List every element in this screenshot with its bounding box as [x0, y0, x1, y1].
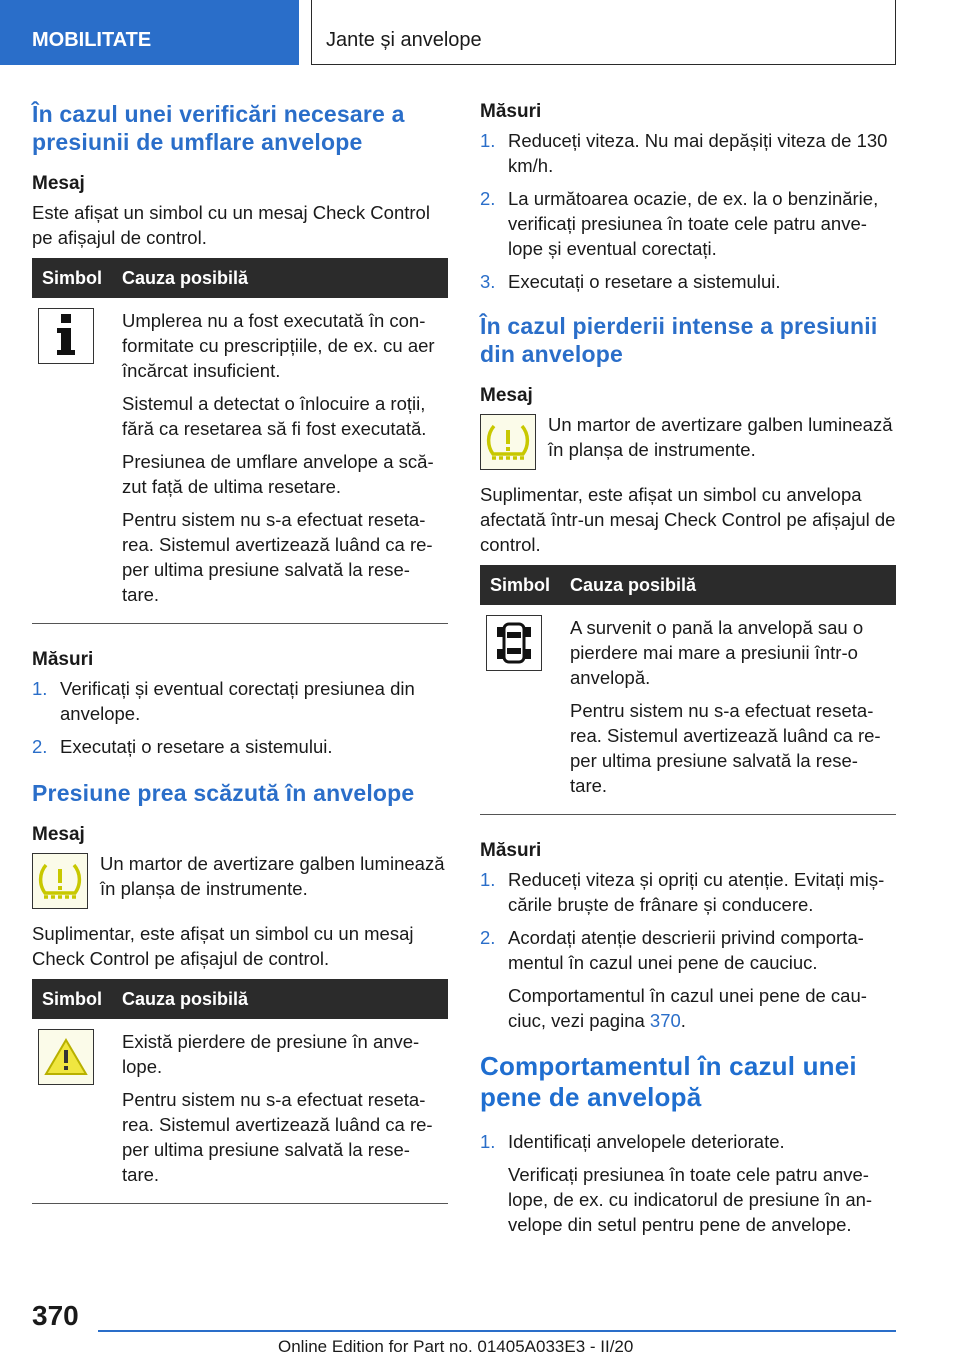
tire-pressure-warning-icon: [32, 853, 88, 909]
car-tire-icon: [486, 615, 542, 671]
warning-triangle-icon: [38, 1029, 94, 1085]
table-header-cause: Cauza posibilă: [560, 565, 896, 605]
footer-divider: [98, 1330, 896, 1332]
heading-flat-tire-behavior: Comportamentul în cazul unei pene de anvelopă: [480, 1051, 857, 1112]
list-item: 3. Executați o resetare a sistemului.: [480, 271, 781, 292]
message-text: Un martor de avertizare galben luminează în planșa de instrumente.: [548, 414, 893, 460]
symbol-table-info: [32, 258, 448, 624]
heading-low-pressure: Presiune prea scăzută în anvelope: [32, 780, 415, 806]
message-text: Un martor de avertizare galben luminează în planșa de instrumente.: [100, 853, 445, 899]
list-item: 1. Reduceți viteza și opriți cu atenție. Evitați miș-cările bruște de frânare și conducere.: [480, 869, 885, 915]
cause-text: Sistemul a detectat o înlocuire a roții, fără ca resetarea să fi fost executată.: [122, 393, 427, 439]
right-column: [480, 100, 896, 1245]
measures-label: Măsuri: [480, 840, 542, 861]
measures-label: Măsuri: [32, 649, 94, 670]
list-item: 1. Reduceți viteza. Nu mai depășiți viteza de 130 km/h.: [480, 130, 888, 176]
page-link[interactable]: 370: [649, 1010, 681, 1031]
measures-list: [480, 128, 896, 294]
cause-text: Pentru sistem nu s-a efectuat reseta-rea. Sistemul avertizează luând ca re-per ultima presiune salvată la rese-tare.: [570, 700, 881, 796]
tire-pressure-warning-icon: [480, 414, 536, 470]
heading-check-pressure: În cazul unei verificări necesare a presiunii de umflare anvelope: [32, 101, 405, 155]
cause-text: Presiunea de umflare anvelope a scă-zut față de ultima resetare.: [122, 451, 434, 497]
list-item: 2. Acordați atenție descrierii privind comporta-mentul în cazul unei pene de cauciuc.: [480, 927, 864, 973]
cause-text: Pentru sistem nu s-a efectuat reseta-rea. Sistemul avertizează luând ca re-per ultima presiune salvată la rese-tare.: [122, 509, 433, 605]
see-page-paragraph: Comportamentul în cazul unei pene de cau-ciuc, vezi pagina 370.: [508, 985, 867, 1031]
measures-label: Măsuri: [480, 101, 542, 122]
table-header-cause: Cauza posibilă: [112, 258, 448, 298]
info-icon: [38, 308, 94, 364]
message-label: Mesaj: [32, 824, 85, 845]
symbol-table-car: [480, 565, 896, 815]
list-item: 2. La următoarea ocazie, de ex. la o benzinărie, verificați presiunea în toate cele patru anve-lope și eventual corectați.: [480, 188, 879, 259]
symbol-table-warning: [32, 979, 448, 1204]
behavior-list: [480, 1129, 896, 1154]
extra-text: Suplimentar, este afișat un simbol cu un mesaj Check Control pe afișajul de control.: [32, 923, 414, 969]
cause-text: Umplerea nu a fost executată în con-formitate cu prescripțiile, de ex. cu aer încărcat insuficient.: [122, 310, 435, 381]
cause-text: A survenit o pană la anvelopă sau o pierdere mai mare a presiunii într-o anvelopă.: [570, 617, 864, 688]
section-tab: MOBILITATE: [0, 0, 299, 65]
table-header-symbol: Simbol: [480, 565, 560, 605]
message-text: Este afișat un simbol cu un mesaj Check Control pe afișajul de control.: [32, 202, 430, 248]
extra-text: Suplimentar, este afișat un simbol cu anvelopa afectată într-un mesaj Check Control pe afișajul de control.: [480, 484, 896, 555]
table-header-symbol: Simbol: [32, 258, 112, 298]
cause-text: Pentru sistem nu s-a efectuat reseta-rea. Sistemul avertizează luând ca re-per ultima presiune salvată la rese-tare.: [122, 1089, 433, 1185]
message-label: Mesaj: [480, 385, 533, 406]
chapter-title: Jante și anvelope: [311, 0, 896, 65]
measures-list: [480, 867, 896, 975]
left-column: [32, 100, 448, 1204]
cause-text: Există pierdere de presiune în anve-lope.: [122, 1031, 420, 1077]
heading-intense-loss: În cazul pierderii intense a presiunii din anvelope: [480, 313, 878, 367]
list-item: 2. Executați o resetare a sistemului.: [32, 736, 333, 757]
behavior-sub-text: Verificați presiunea în toate cele patru anve-lope, de ex. cu indicatorul de presiune în an-velope din setul pentru pene de anvelope.: [508, 1164, 873, 1235]
message-label: Mesaj: [32, 173, 85, 194]
list-item: 1. Verificați și eventual corectați presiunea din anvelope.: [32, 678, 415, 724]
edition-footer: Online Edition for Part no. 01405A033E3 - II/20: [278, 1337, 634, 1356]
page-number: 370: [32, 1300, 79, 1331]
table-header-cause: Cauza posibilă: [112, 979, 448, 1019]
measures-list: [32, 676, 448, 759]
list-item: 1. Identificați anvelopele deteriorate.: [480, 1131, 785, 1152]
table-header-symbol: Simbol: [32, 979, 112, 1019]
